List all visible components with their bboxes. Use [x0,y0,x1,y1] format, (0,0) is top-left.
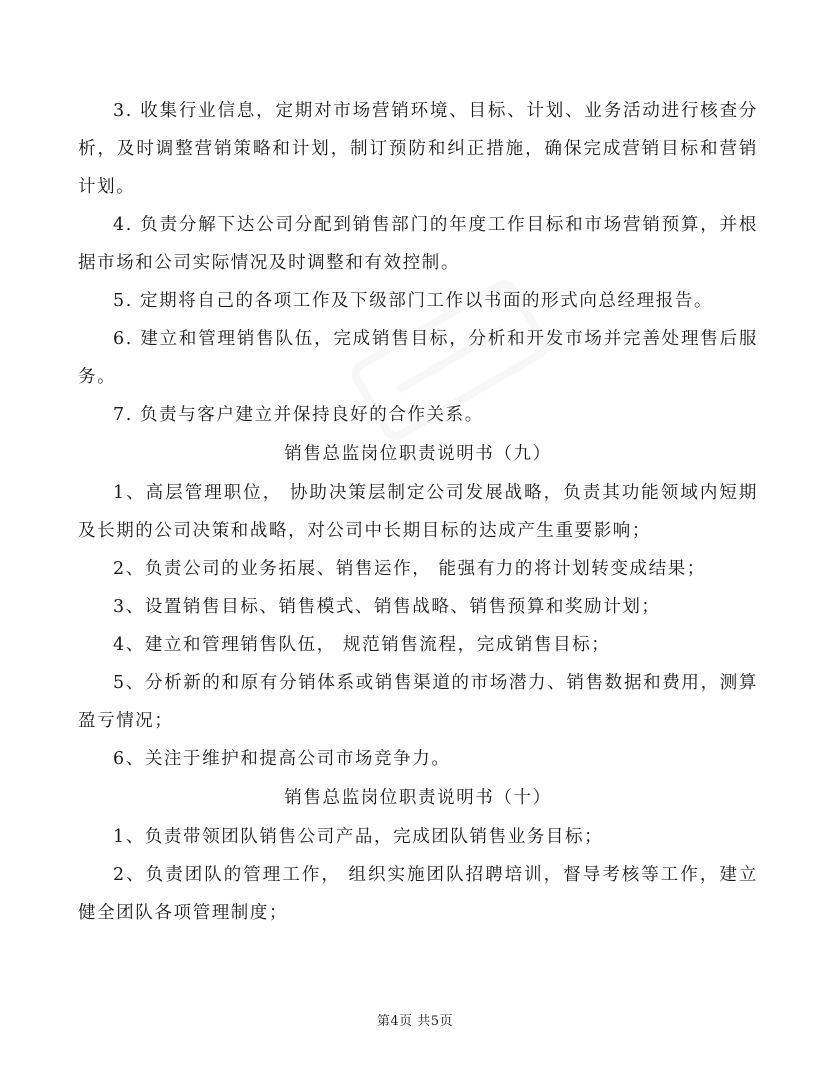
section-9-item-5: 5、分析新的和原有分销体系或销售渠道的市场潜力、销售数据和费用，测算盈亏情况； [78,673,758,731]
section-9-item-2: 2、负责公司的业务拓展、销售运作， 能强有力的将计划转变成结果； [113,559,706,579]
paragraph-5: 5. 定期将自己的各项工作及下级部门工作以书面的形式向总经理报告。 [113,291,714,311]
document-body [78,92,758,932]
page-number-footer: 第4页 共5页 [376,1014,454,1029]
section-9-title: 销售总监岗位职责说明书（九） [284,444,552,464]
paragraph-6: 6. 建立和管理销售队伍，完成销售目标，分析和开发市场并完善处理售后服务。 [78,329,758,387]
section-9-item-6: 6、关注于维护和提高公司市场竞争力。 [113,749,451,769]
paragraph-7: 7. 负责与客户建立并保持良好的合作关系。 [113,405,484,425]
section-10-title: 销售总监岗位职责说明书（十） [284,788,552,808]
section-9-item-4: 4、建立和管理销售队伍， 规范销售流程，完成销售目标； [113,635,611,655]
section-9-item-1: 1、高层管理职位， 协助决策层制定公司发展战略，负责其功能领域内短期及长期的公司决策和战略，对公司中长期目标的达成产生重要影响； [78,483,758,541]
section-10-item-1: 1、负责带领团队销售公司产品，完成团队销售业务目标； [113,827,604,847]
paragraph-3: 3. 收集行业信息，定期对市场营销环境、目标、计划、业务活动进行核查分析，及时调整营销策略和计划，制订预防和纠正措施，确保完成营销目标和营销计划。 [78,101,758,197]
section-10-item-2: 2、负责团队的管理工作， 组织实施团队招聘培训，督导考核等工作，建立健全团队各项管理制度； [78,865,758,923]
section-9-item-3: 3、设置销售目标、销售模式、销售战略、销售预算和奖励计划； [113,597,661,617]
paragraph-4: 4. 负责分解下达公司分配到销售部门的年度工作目标和市场营销预算，并根据市场和公司实际情况及时调整和有效控制。 [78,215,758,273]
